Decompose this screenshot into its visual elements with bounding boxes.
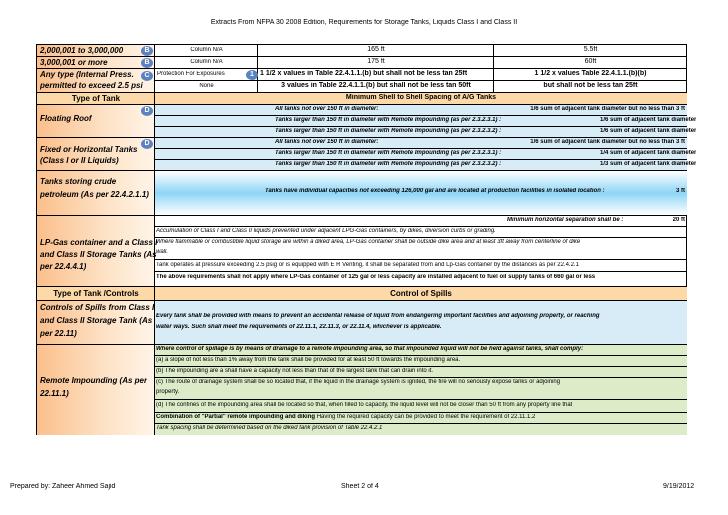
minimum-spacing-header: Minimum Shell to Shell Spacing of A/G Tanks: [155, 93, 687, 105]
tank-capacity-row-1-label: 2,000,001 to 3,000,000 B: [37, 45, 155, 57]
row-1-column-na: Column N/A: [155, 45, 258, 57]
remote-combination: [155, 413, 687, 424]
remote-item-a: (a) a slope of not less than 1% away from the tank shall be provided for at least 50 ft towards the impounding area.: [155, 356, 687, 367]
combination-text: Having the required capacity can be provided to meet the requirement of 22.11.1.2: [315, 414, 536, 420]
row-2-column-na: Column N/A: [155, 57, 258, 69]
floating-roof-row-2: Tanks larger than 150 ft in diameter with Remote Impounding (as per 2.3.2.3.1) : 1/6 sum of adjacent tank diameter: [155, 116, 687, 127]
page-title: Extracts From NFPA 30 2008 Edition, Requirements for Storage Tanks, Liquids Class I and Class II: [210, 19, 518, 26]
floating-roof-label: Floating Roof D: [37, 105, 155, 138]
badge-d-icon: D: [141, 139, 153, 149]
badge-c-icon: C: [141, 71, 153, 81]
prepared-by: Prepared by: Zaheer Ahmed Sajid: [10, 483, 116, 490]
remote-intro: Where control of spillage is by means of drainage to a remote impounding area, so that impounded liquid will not be held against tanks, shall comply:: [155, 345, 687, 356]
controls-of-spills-label: Controls of Spills from Class I and Class II Storage Tank (As per 22.11): [37, 301, 155, 345]
remote-item-d: (d) The confines of the impounding area shall be located so that, when filled to capacity, the liquid level will not be closer than 50 ft from any property line that: [155, 400, 687, 413]
protection-for-exposures: Protection For Exposures: [155, 69, 258, 81]
type-of-tank-controls-header: Type of Tank /Controls: [37, 287, 155, 301]
remote-item-b: (b) The impounding are a shall have a capacity not less than that of the largest tank that can drain into it.: [155, 367, 687, 378]
badge-b-icon: B: [141, 58, 153, 68]
row-3-value-1b: 3 values in Table 22.4.1.1.(b) but shall not be less tan 50ft: [258, 81, 494, 93]
fixed-row-1: All tanks not over 150 ft in diameter: 1/6 sum of adjacent tank diameter but no less than 3 ft: [155, 138, 687, 149]
sheet-number: Sheet 2 of 4: [341, 483, 379, 490]
badge-b-icon: B: [141, 46, 153, 56]
row-1-value-1: 165 ft: [258, 45, 494, 57]
floating-roof-row-1: All tanks not over 150 ft in diameter: 1/6 sum of adjacent tank diameter but no less than 3 ft: [155, 105, 687, 116]
lp-gas-separation-row: Minimum horizontal separation shall be : 20 ft: [155, 216, 687, 227]
fixed-row-3: Tanks larger than 150 ft in diameter with Remote Impounding (as per 2.3.2.3.2) : 1/3 sum of adjacent tank diameter: [155, 160, 687, 171]
tank-capacity-row-2-label: 3,000,001 or more B: [37, 57, 155, 69]
floating-roof-row-3: Tanks larger than 150 ft in diameter with Remote Impounding (as per 2.3.2.3.2) : 1/6 sum of adjacent tank diameter: [155, 127, 687, 138]
row-3-value-2b: but shall not be less tan 25ft: [494, 81, 687, 93]
any-type-label: Any type (Internal Press. permitted to exceed 2.5 psi C: [37, 69, 155, 93]
controls-of-spills-text: Every tank shall be provided with means to prevent an accidental release of liquid from endangering important facilities and adjoining property, or reaching water ways. Such shall meet the requirements of 22.11.1, 22.11.3, or 22.11.4, whichever is applicable.: [155, 301, 687, 345]
fixed-row-2: Tanks larger than 150 ft in diameter with Remote Impounding (as per 2.3.2.3.1) : 1/4 sum of adjacent tank diameter: [155, 149, 687, 160]
row-1-value-2: 5.5ft: [494, 45, 687, 57]
fixed-horizontal-label: Fixed or Horizontal Tanks (Class I or II Liquids) D: [37, 138, 155, 171]
badge-d-icon: D: [141, 106, 153, 116]
remote-item-c: (c) The route of drainage system shall be so located that, if the liquid in the drainage system is ignited, the fire will no seriously expose tanks or adjoining property.: [155, 378, 687, 400]
lp-gas-para-3: Tank operates at pressure exceeding 2.5 psig or is equipped with E R Venting, it shall be separated from and Lp-Gas container by the distances as per 22.4.2.1: [155, 260, 687, 272]
lp-gas-para-1: Accumulation of Class I and Class II liquids prevented under adjacent LPG-Gas containers, by dikes, diversion curbs or grading.: [155, 227, 687, 238]
combination-bold-text: Combination of "Partial" remote impounding and diking: [156, 414, 316, 420]
remote-tank-spacing: Tank spacing shall be determined based on the diked tank provision of Table 22.4.2.1: [155, 424, 687, 435]
lp-gas-label: LP-Gas container and a Class I and Class II Storage Tanks (As per 22.4.4.1): [37, 216, 155, 287]
type-of-tank-header: Type of Tank: [37, 93, 155, 105]
remote-impounding-label: Remote Impounding (As per 22.11.1): [37, 345, 155, 435]
crude-petroleum-row: Tanks have individual capacities not exceeding 126,000 gal and are located at production facilities in isolated location : 3 ft: [155, 171, 687, 216]
protection-none: None: [155, 81, 258, 93]
row-2-value-1: 175 ft: [258, 57, 494, 69]
badge-1-icon: 1: [246, 70, 258, 80]
lp-gas-para-4: The above requirements shall not apply where LP-Gas container of 125 gal or less capacity are installed adjacent to fuel oil supply tanks of 660 gal or less: [155, 272, 687, 287]
row-3-value-2a: 1 1/2 x values Table 22.4.1.1.(b)(b): [494, 69, 687, 81]
lp-gas-para-2: Where flammable or combustible liquid storage are within a diked area, LP-Gas container shall be outside dike area and at least 3ft away from centerline of dike wall.: [155, 238, 687, 260]
row-2-value-2: 60ft: [494, 57, 687, 69]
row-3-value-1a: 1 1/2 x values in Table 22.4.1.1.(b) but shall not be less tan 25ft: [258, 69, 494, 81]
crude-petroleum-label: Tanks storing crude petroleum (As per 22.4.2.1.1): [37, 171, 155, 216]
footer-date: 9/19/2012: [663, 483, 695, 490]
control-of-spills-header: Control of Spills: [155, 287, 687, 301]
requirements-table: [36, 44, 697, 435]
